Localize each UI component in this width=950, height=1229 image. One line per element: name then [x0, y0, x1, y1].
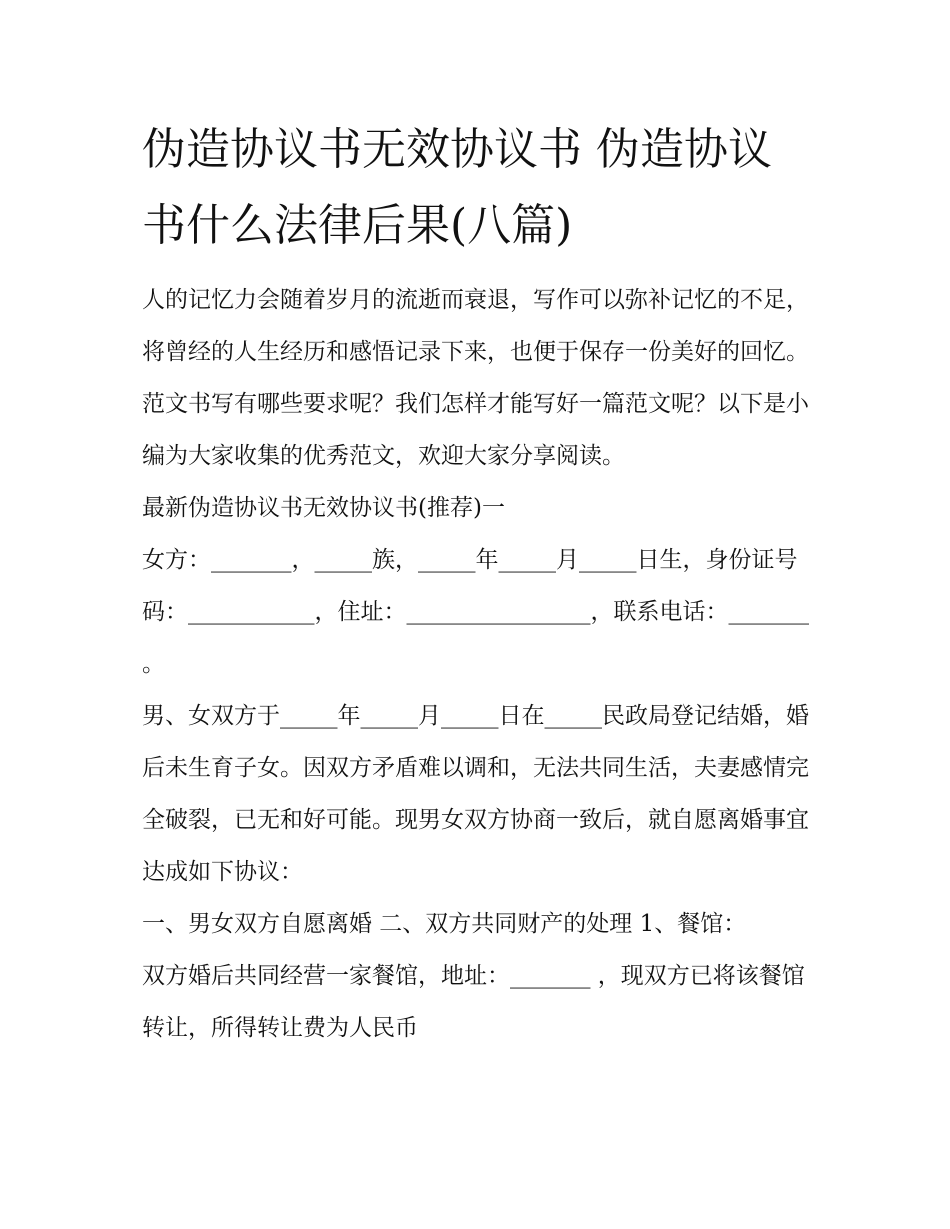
restaurant-paragraph: 双方婚后共同经营一家餐馆，地址：_______ ，现双方已将该餐馆转让，所得转让费为人民币: [142, 963, 805, 1041]
marriage-paragraph: 男、女双方于_____年_____月_____日在_____民政局登记结婚，婚后未生育子女。因双方矛盾难以调和，无法共同生活，夫妻感情完全破裂，已无和好可能。现男女双方协商一致后，就自愿离婚事宜达成如下协议：: [142, 703, 809, 885]
agreement-items-line: 一、男女双方自愿离婚 二、双方共同财产的处理 1、餐馆：: [142, 911, 747, 937]
intro-paragraph: 人的记忆力会随着岁月的流逝而衰退，写作可以弥补记忆的不足，将曾经的人生经历和感悟记录下来，也便于保存一份美好的回忆。范文书写有哪些要求呢？我们怎样才能写好一篇范文呢？以下是小编为大家收集的优秀范文，欢迎大家分享阅读。: [142, 287, 809, 469]
document-content: [142, 112, 814, 1054]
document-title: 伪造协议书无效协议书 伪造协议书什么法律后果(八篇): [142, 124, 772, 251]
party-info-paragraph: 女方：_______，_____族，_____年_____月_____日生，身份证号码：___________，住址：________________，联系电话：_______: [142, 547, 809, 625]
period-line: 。: [142, 651, 165, 677]
section-heading: 最新伪造协议书无效协议书(推荐)一: [142, 495, 505, 521]
